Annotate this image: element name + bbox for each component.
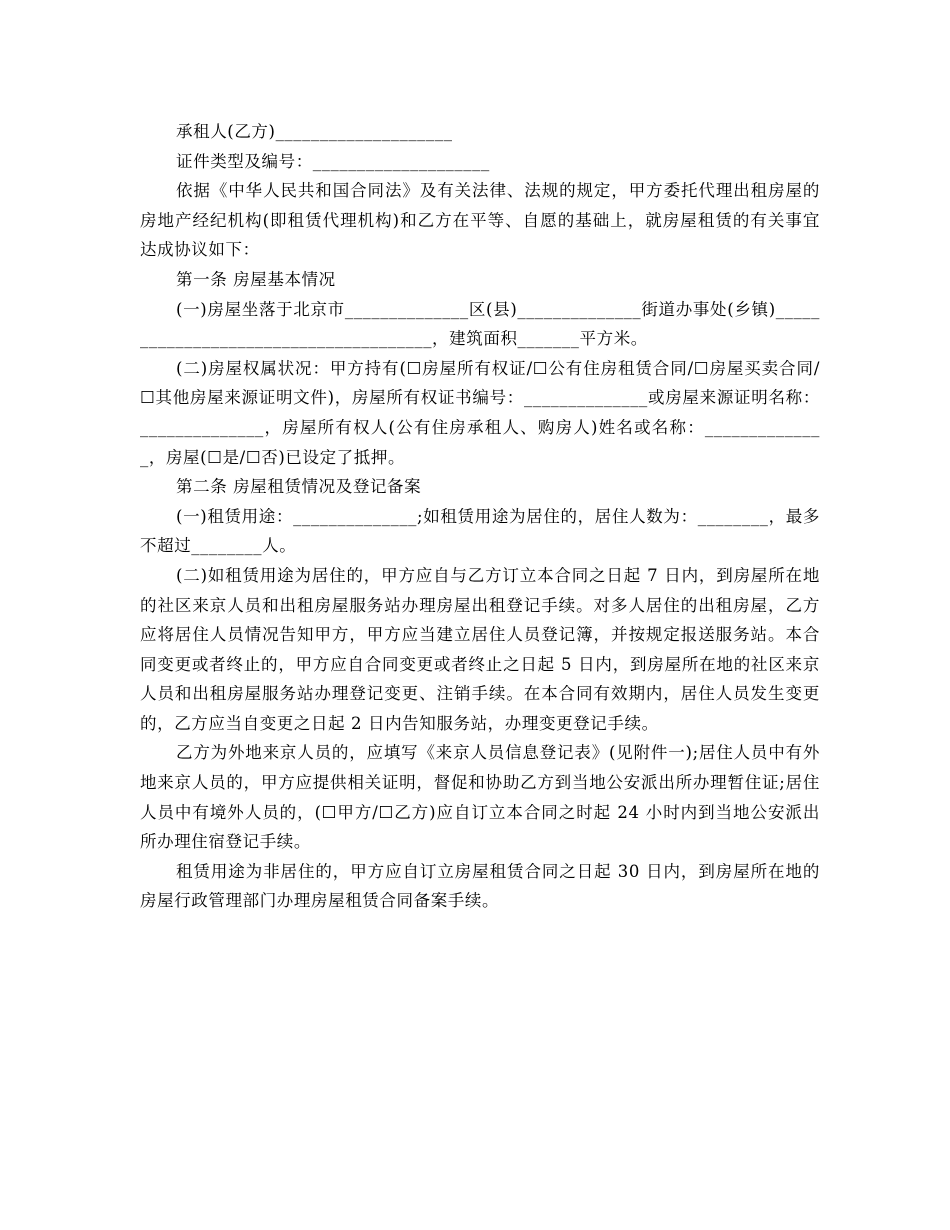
article-1-heading: 第一条 房屋基本情况 [176, 269, 336, 289]
article-2-clause-1: (一)租赁用途：______________;如租赁用途为居住的，居住人数为：________，最多不超过________人。 [140, 506, 820, 556]
article-1-clause-1: (一)房屋坐落于北京市______________区(县)______________街道办事处(乡镇)______________________________________，建筑面积_______平方米。 [140, 299, 820, 349]
article-1-clause-2: (二)房屋权属状况：甲方持有(☐房屋所有权证/☐公有住房租赁合同/☐房屋买卖合同/☐其他房屋来源证明文件)，房屋所有权证书编号：______________或房屋来源证明名称：______________，房屋所有权人(公有住房承租人、购房人)姓名或名称：______________，房屋(☐是/☐否)已设定了抵押。 [140, 358, 820, 467]
tenant-line: 承租人(乙方)____________________ [176, 122, 453, 141]
document-body [140, 117, 820, 916]
article-2-nonlocal-paragraph: 乙方为外地来京人员的，应填写《来京人员信息登记表》(见附件一);居住人员中有外地来京人员的，甲方应提供相关证明，督促和协助乙方到当地公安派出所办理暂住证;居住人员中有境外人员的，(☐甲方/☐乙方)应自订立本合同之时起 24 小时内到当地公安派出所办理住宿登记手续。 [140, 743, 820, 852]
article-2-nonresidential-paragraph: 租赁用途为非居住的，甲方应自订立房屋租赁合同之日起 30 日内，到房屋所在地的房屋行政管理部门办理房屋租赁合同备案手续。 [140, 861, 820, 911]
id-type-line: 证件类型及编号：____________________ [176, 151, 490, 171]
preamble-paragraph: 依据《中华人民共和国合同法》及有关法律、法规的规定，甲方委托代理出租房屋的房地产经纪机构(即租赁代理机构)和乙方在平等、自愿的基础上，就房屋租赁的有关事宜达成协议如下： [140, 181, 820, 260]
article-2-heading: 第二条 房屋租赁情况及登记备案 [176, 477, 422, 497]
article-2-clause-2: (二)如租赁用途为居住的，甲方应自与乙方订立本合同之日起 7 日内，到房屋所在地的社区来京人员和出租房屋服务站办理房屋出租登记手续。对多人居住的出租房屋，乙方应将居住人员情况告知甲方，甲方应当建立居住人员登记簿，并按规定报送服务站。本合同变更或者终止的，甲方应自合同变更或者终止之日起 5 日内，到房屋所在地的社区来京人员和出租房屋服务站办理登记变更、注销手续。在本合同有效期内，居住人员发生变更的，乙方应当自变更之日起 2 日内告知服务站，办理变更登记手续。 [140, 565, 820, 733]
